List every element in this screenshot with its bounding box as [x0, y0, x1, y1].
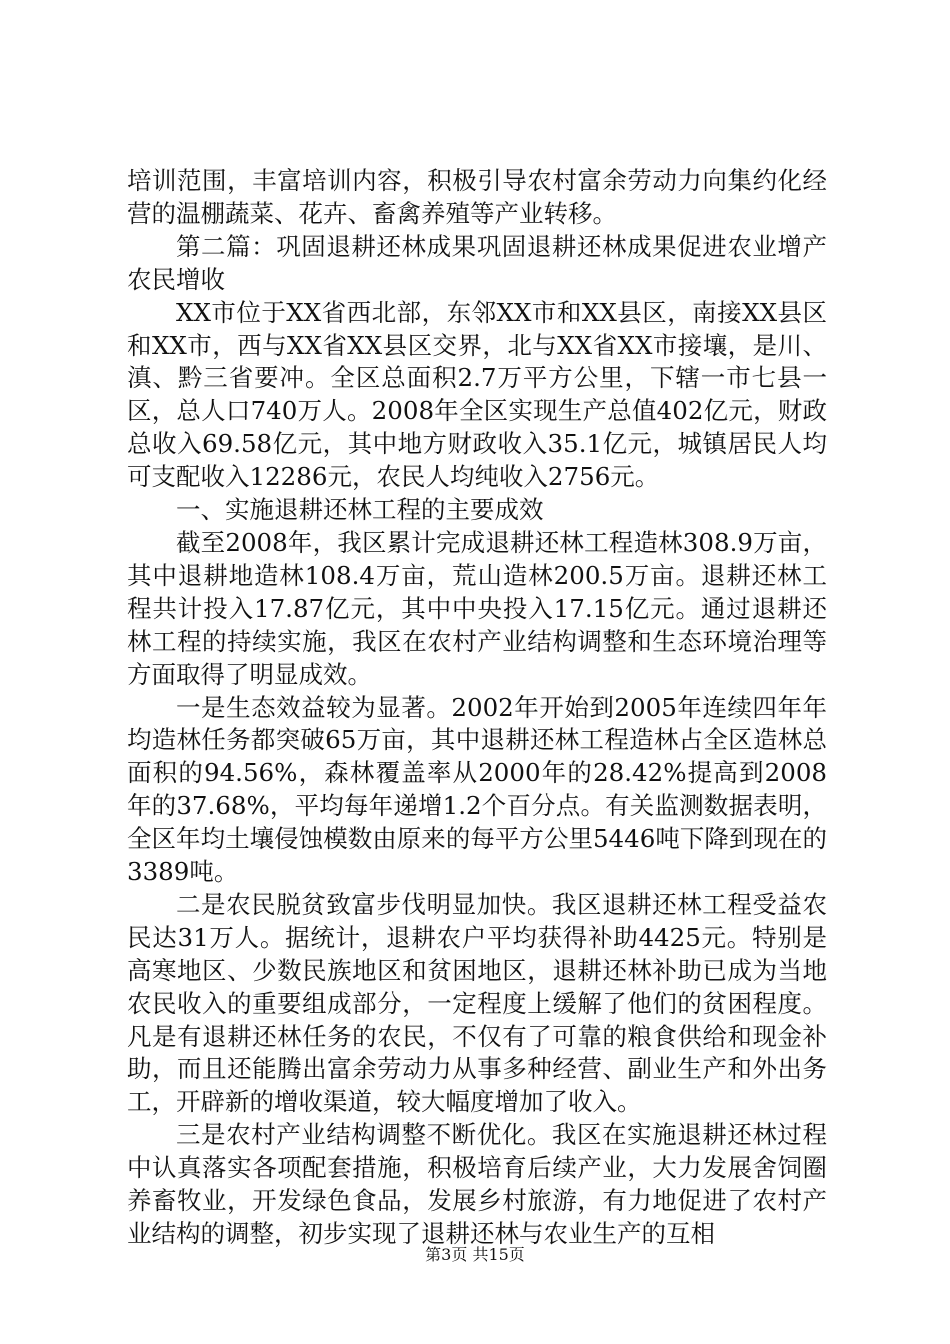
paragraph-cumulative-results: 截至2008年，我区累计完成退耕还林工程造林308.9万亩，其中退耕地造林108.4万亩，荒山造林200.5万亩。退耕还林工程共计投入17.87亿元，其中中央投入17.15亿元。通过退耕还林工程的持续实施，我区在农村产业结构调整和生态环境治理等方面取得了明显成效。: [127, 527, 827, 689]
page-number-footer: 第3页 共15页: [425, 1245, 525, 1264]
subheading-main-results: 一、实施退耕还林工程的主要成效: [176, 495, 544, 525]
paragraph-industry-structure: 三是农村产业结构调整不断优化。我区在实施退耕还林过程中认真落实各项配套措施，积极培育后续产业，大力发展舍饲圈养畜牧业，开发绿色食品，发展乡村旅游，有力地促进了农村产业结构的调整，初步实现了退耕还林与农业生产的互相: [127, 1120, 827, 1248]
paragraph-continuation: 培训范围，丰富培训内容，积极引导农村富余劳动力向集约化经营的温棚蔬菜、花卉、畜禽养殖等产业转移。: [127, 166, 827, 228]
paragraph-poverty-relief: 二是农民脱贫致富步伐明显加快。我区退耕还林工程受益农民达31万人。据统计，退耕农户平均获得补助4425元。特别是高寒地区、少数民族地区和贫困地区，退耕还林补助已成为当地农民收入的重要组成部分，一定程度上缓解了他们的贫困程度。凡是有退耕还林任务的农民，不仅有了可靠的粮食供给和现金补助，而且还能腾出富余劳动力从事多种经营、副业生产和外出务工，开辟新的增收渠道，较大幅度增加了收入。: [127, 889, 827, 1117]
section-heading-part-two: 第二篇：巩固退耕还林成果巩固退耕还林成果促进农业增产农民增收: [127, 231, 827, 294]
paragraph-city-overview: XX市位于XX省西北部，东邻XX市和XX县区，南接XX县区和XX市，西与XX省XX县区交界，北与XX省XX市接壤，是川、滇、黔三省要冲。全区总面积2.7万平方公里，下辖一市七县一区，总人口740万人。2008年全区实现生产总值402亿元，财政总收入69.58亿元，其中地方财政收入35.1亿元，城镇居民人均可支配收入12286元，农民人均纯收入2756元。: [127, 297, 827, 492]
document-body: [127, 165, 827, 1251]
paragraph-ecological-benefits: 一是生态效益较为显著。2002年开始到2005年连续四年年均造林任务都突破65万亩，其中退耕还林工程造林占全区造林总面积的94.56%，森林覆盖率从2000年的28.42%提高到2008年的37.68%，平均每年递增1.2个百分点。有关监测数据表明，全区年均土壤侵蚀模数由原来的每平方公里5446吨下降到现在的3389吨。: [127, 692, 827, 887]
